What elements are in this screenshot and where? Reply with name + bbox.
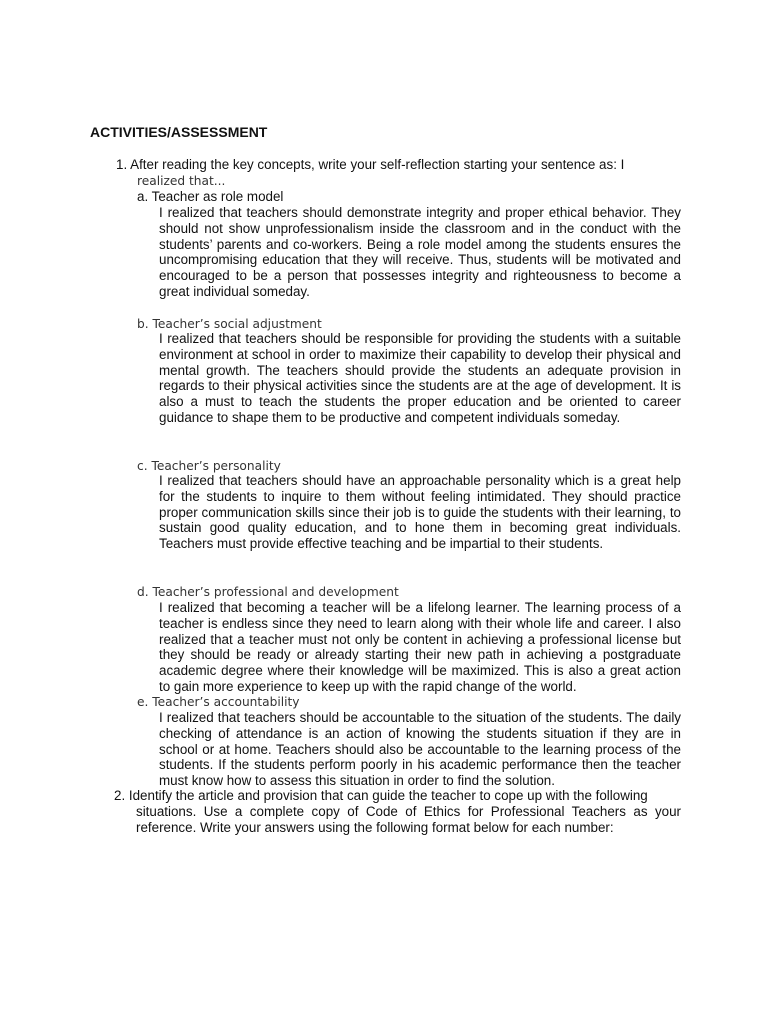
item-e-label: e. Teacher’s accountability xyxy=(137,695,300,709)
item-a-text: I realized that teachers should demonstrate integrity and proper ethical behavior. They should not show unprofessionalism inside the classroom and in the conduct with the students’ parents and co-workers. Being a role model among the students ensures the uncompromising education that they will receive. Thus, students will be motivated and encouraged to be a person that possesses integrity and righteousness to become a great individual someday. xyxy=(159,205,681,299)
item-c-text: I realized that teachers should have an approachable personality which is a great help for the students to inquire to them without feeling intimidated. They should practice proper communication skills since their job is to guide the students with their learning, to sustain good quality education, and to hone them in becoming great individuals. Teachers must provide effective teaching and be impartial to their students. xyxy=(159,473,681,552)
item-a-paragraph xyxy=(159,205,681,300)
item-e-paragraph xyxy=(159,710,681,789)
question-1-prompt-continued: realized that... xyxy=(137,174,226,188)
item-d-text: I realized that becoming a teacher will be a lifelong learner. The learning process of a teacher is endless since they need to learn along with their whole life and career. I also realized that a teacher must not only be content in achieving a professional license but they should be ready or already starting their new path in achieving a postgraduate academic degree where their knowledge will be maximized. This is also a great action to gain more experience to keep up with the rapid change of the world. xyxy=(159,600,681,694)
section-heading: ACTIVITIES/ASSESSMENT xyxy=(90,124,268,140)
item-b-label: b. Teacher’s social adjustment xyxy=(137,317,322,331)
question-2-rest: situations. Use a complete copy of Code of Ethics for Professional Teachers as your reference. Write your answers using the following format below for each number: xyxy=(136,803,681,835)
question-2-line1: 2. Identify the article and provision that can guide the teacher to cope up with the following xyxy=(114,788,648,803)
question-2 xyxy=(114,788,681,835)
item-c-label: c. Teacher’s personality xyxy=(137,459,281,473)
item-c-paragraph xyxy=(159,473,681,552)
item-d-paragraph xyxy=(159,600,681,695)
item-a-label: a. Teacher as role model xyxy=(137,189,284,204)
item-b-text: I realized that teachers should be responsible for providing the students with a suitable environment at school in order to maximize their capability to develop their physical and mental growth. The teachers should provide the students an adequate provision in regards to their physical activities since the students are at the age of development. It is also a must to teach the students the proper education and be oriented to career guidance to shape them to be productive and competent individuals someday. xyxy=(159,331,681,425)
item-b-paragraph xyxy=(159,331,681,426)
question-1-prompt: 1. After reading the key concepts, write your self-reflection starting your sentence as: I xyxy=(116,157,625,172)
item-d-label: d. Teacher’s professional and development xyxy=(137,585,399,599)
item-e-text: I realized that teachers should be accountable to the situation of the students. The daily checking of attendance is an action of knowing the students situation if they are in school or at home. Teachers should also be accountable to the learning process of the students. If the students perform poorly in his academic performance then the teacher must know how to assess this situation in order to find the solution. xyxy=(159,710,681,789)
